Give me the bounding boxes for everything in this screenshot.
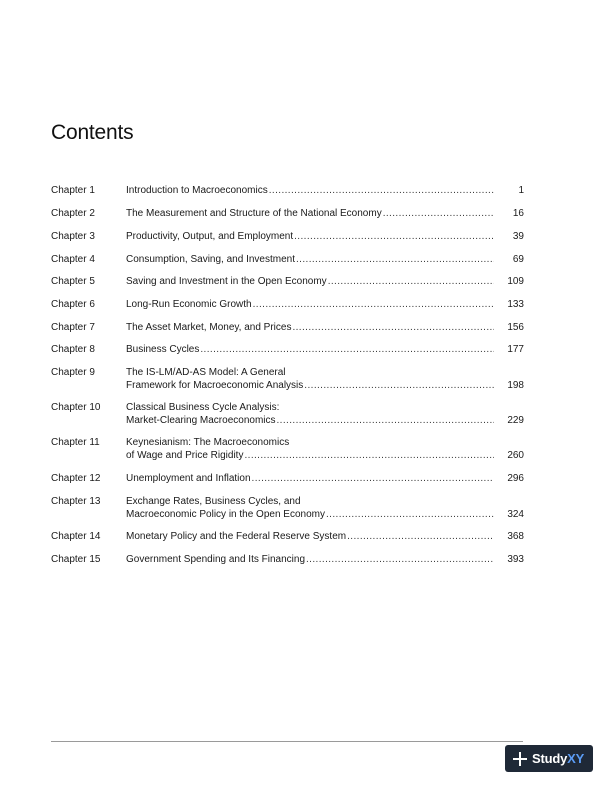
toc-chapter-label: Chapter 10	[51, 402, 101, 413]
toc-chapter-label: Chapter 9	[51, 367, 95, 378]
toc-title	[126, 495, 494, 521]
toc-page-number: 368	[507, 531, 524, 542]
toc-page-number: 324	[507, 509, 524, 520]
toc-title-line: Exchange Rates, Business Cycles, and	[126, 496, 301, 507]
toc-chapter-label: Chapter 8	[51, 344, 95, 355]
toc-chapter-label: Chapter 13	[51, 496, 101, 507]
toc-page-number: 109	[507, 276, 524, 287]
dot-leader	[253, 298, 494, 311]
toc-chapter-label: Chapter 12	[51, 473, 101, 484]
toc-title	[126, 207, 494, 220]
toc-chapter-label: Chapter 11	[51, 437, 100, 448]
toc-page-number: 393	[507, 554, 524, 565]
toc-title-line: Saving and Investment in the Open Economy	[126, 276, 327, 287]
toc-chapter-label: Chapter 2	[51, 208, 95, 219]
toc-title-line: Government Spending and Its Financing	[126, 554, 305, 565]
footer-divider	[51, 741, 523, 742]
dot-leader	[277, 414, 495, 427]
dot-leader	[244, 449, 494, 462]
toc-page-number: 39	[512, 231, 524, 242]
toc-title	[126, 472, 494, 485]
toc-page-number: 16	[512, 208, 524, 219]
toc-title	[126, 343, 494, 356]
dot-leader	[296, 253, 494, 266]
toc-chapter-label: Chapter 5	[51, 276, 95, 287]
toc-title-line: The IS-LM/AD-AS Model: A General	[126, 367, 286, 378]
toc-title	[126, 401, 494, 427]
toc-page-number: 156	[507, 322, 524, 333]
page-title: Contents	[51, 121, 134, 144]
toc-title	[126, 298, 494, 311]
toc-title-line: The Measurement and Structure of the National Economy	[126, 208, 382, 219]
dot-leader	[306, 553, 494, 566]
toc-title-line: Monetary Policy and the Federal Reserve System	[126, 531, 347, 542]
brand-name: StudyXY	[532, 751, 585, 766]
toc-title-line: Unemployment and Inflation	[126, 473, 251, 484]
dot-leader	[304, 379, 494, 392]
toc-title-line: Macroeconomic Policy in the Open Economy	[126, 509, 325, 520]
toc-title-line: Introduction to Macroeconomics	[126, 185, 268, 196]
toc-title	[126, 436, 494, 462]
toc-page-number: 296	[507, 473, 524, 484]
toc-title	[126, 253, 494, 266]
toc-chapter-label: Chapter 4	[51, 254, 95, 265]
dot-leader	[252, 472, 494, 485]
dot-leader	[383, 207, 494, 220]
toc-chapter-label: Chapter 14	[51, 531, 101, 542]
toc-title-line: Business Cycles	[126, 344, 200, 355]
dot-leader	[269, 184, 494, 197]
dot-leader	[200, 343, 494, 356]
toc-page-number: 1	[518, 185, 524, 196]
toc-title	[126, 530, 494, 543]
toc-title	[126, 275, 494, 288]
dot-leader	[347, 530, 494, 543]
toc-chapter-label: Chapter 1	[51, 185, 95, 196]
toc-page-number: 177	[507, 344, 524, 355]
toc-page-number: 69	[512, 254, 524, 265]
plus-icon	[513, 752, 527, 766]
toc-title-line: of Wage and Price Rigidity	[126, 450, 244, 461]
toc-title	[126, 553, 494, 566]
toc-page-number: 198	[507, 380, 524, 391]
brand-logo[interactable]	[505, 745, 593, 772]
toc-title-line: Market-Clearing Macroeconomics	[126, 415, 276, 426]
dot-leader	[328, 275, 494, 288]
dot-leader	[292, 321, 494, 334]
toc-title	[126, 184, 494, 197]
toc-title-line: Productivity, Output, and Employment	[126, 231, 294, 242]
toc-title	[126, 366, 494, 392]
toc-page-number: 229	[507, 415, 524, 426]
toc-title-line: Framework for Macroeconomic Analysis	[126, 380, 304, 391]
dot-leader	[294, 230, 494, 243]
toc-title-line: Classical Business Cycle Analysis:	[126, 402, 280, 413]
toc-title-line: Keynesianism: The Macroeconomics	[126, 437, 290, 448]
dot-leader	[326, 508, 494, 521]
toc-chapter-label: Chapter 3	[51, 231, 95, 242]
toc-title-line: Long-Run Economic Growth	[126, 299, 252, 310]
toc-title	[126, 321, 494, 334]
toc-chapter-label: Chapter 7	[51, 322, 95, 333]
toc-page-number: 260	[507, 450, 524, 461]
toc-page-number: 133	[507, 299, 524, 310]
toc-title	[126, 230, 494, 243]
toc-title-line: The Asset Market, Money, and Prices	[126, 322, 292, 333]
toc-chapter-label: Chapter 15	[51, 554, 101, 565]
toc-title-line: Consumption, Saving, and Investment	[126, 254, 295, 265]
toc-chapter-label: Chapter 6	[51, 299, 95, 310]
